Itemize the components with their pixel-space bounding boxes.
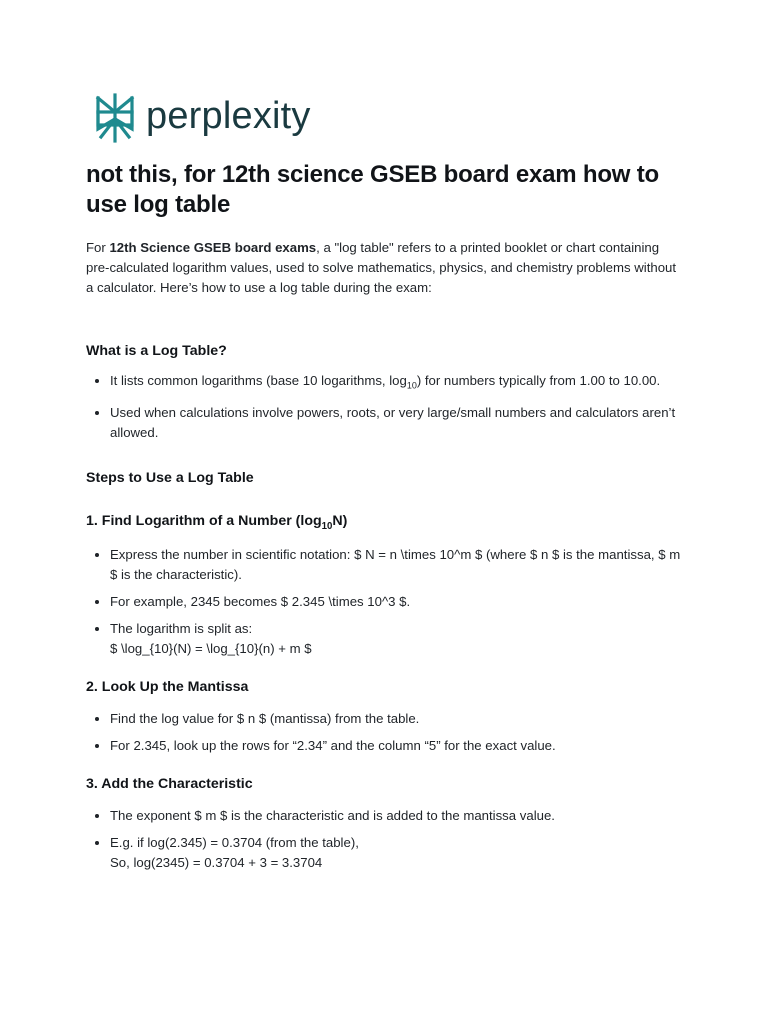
list-item-text: For 2.345, look up the rows for “2.34” and the column “5” for the exact value. xyxy=(110,738,556,754)
heading-text: N) xyxy=(332,512,348,529)
section-heading-what: What is a Log Table? xyxy=(86,343,227,359)
step3-heading: 3. Add the Characteristic xyxy=(86,776,253,793)
subscript: 10 xyxy=(406,380,417,391)
list-item-text: E.g. if log(2.345) = 0.3704 (from the table), xyxy=(110,835,359,851)
intro-rest: , a "log table" refers to a printed booklet or chart containing pre-calculated logarithm values, used to solve mathematics, physics, and chemistry problems without a calculator. Here’s how to use a log table during the exam: xyxy=(86,240,677,295)
logo-wordmark: perplexity xyxy=(146,95,311,137)
perplexity-logo-icon xyxy=(93,93,137,143)
list-item-text: Express the number in scientific notation: $ N = n \times 10^m $ (where $ n $ is the mantissa, $ m $ is the characteristic). xyxy=(110,547,681,583)
list-item xyxy=(86,371,686,396)
list-item xyxy=(86,592,686,612)
list-item-text: It lists common logarithms (base 10 logarithms, log xyxy=(110,373,407,388)
step2-list xyxy=(86,709,686,756)
what-list xyxy=(86,371,686,443)
list-item xyxy=(86,806,686,826)
page-title: not this, for 12th science GSEB board exam how to use log table xyxy=(86,161,659,218)
step3-list xyxy=(86,806,686,873)
intro-bold: 12th Science GSEB board exams xyxy=(109,240,317,255)
list-item xyxy=(86,833,686,873)
answer-content xyxy=(86,160,686,880)
list-item-text: Used when calculations involve powers, roots, or very large/small numbers and calculators aren’t allowed. xyxy=(110,404,676,440)
list-item-text: ) for numbers typically from 1.00 to 10.00. xyxy=(416,373,661,388)
list-item-text: So, log(2345) = 0.3704 + 3 = 3.3704 xyxy=(110,855,323,871)
list-item xyxy=(86,736,686,756)
step1-heading xyxy=(86,513,686,532)
list-item xyxy=(86,545,686,585)
list-item xyxy=(86,619,686,659)
logo xyxy=(93,93,311,143)
heading-text: 1. Find Logarithm of a Number (log xyxy=(86,512,322,529)
section-heading-steps: Steps to Use a Log Table xyxy=(86,469,254,486)
list-item xyxy=(86,709,686,729)
step1-list xyxy=(86,545,686,659)
intro-prefix: For xyxy=(86,240,110,255)
list-item-formula: $ \log_{10}(N) = \log_{10}(n) + m $ xyxy=(110,641,312,657)
list-item-text: The exponent $ m $ is the characteristic and is added to the mantissa value. xyxy=(110,808,555,824)
list-item-text: The logarithm is split as: xyxy=(110,621,253,637)
subscript: 10 xyxy=(321,520,333,532)
list-item-text: Find the log value for $ n $ (mantissa) from the table. xyxy=(110,711,420,727)
list-item xyxy=(86,403,686,443)
step2-heading: 2. Look Up the Mantissa xyxy=(86,679,249,696)
list-item-text: For example, 2345 becomes $ 2.345 \times 10^3 $. xyxy=(110,594,411,610)
intro-paragraph xyxy=(86,238,686,298)
